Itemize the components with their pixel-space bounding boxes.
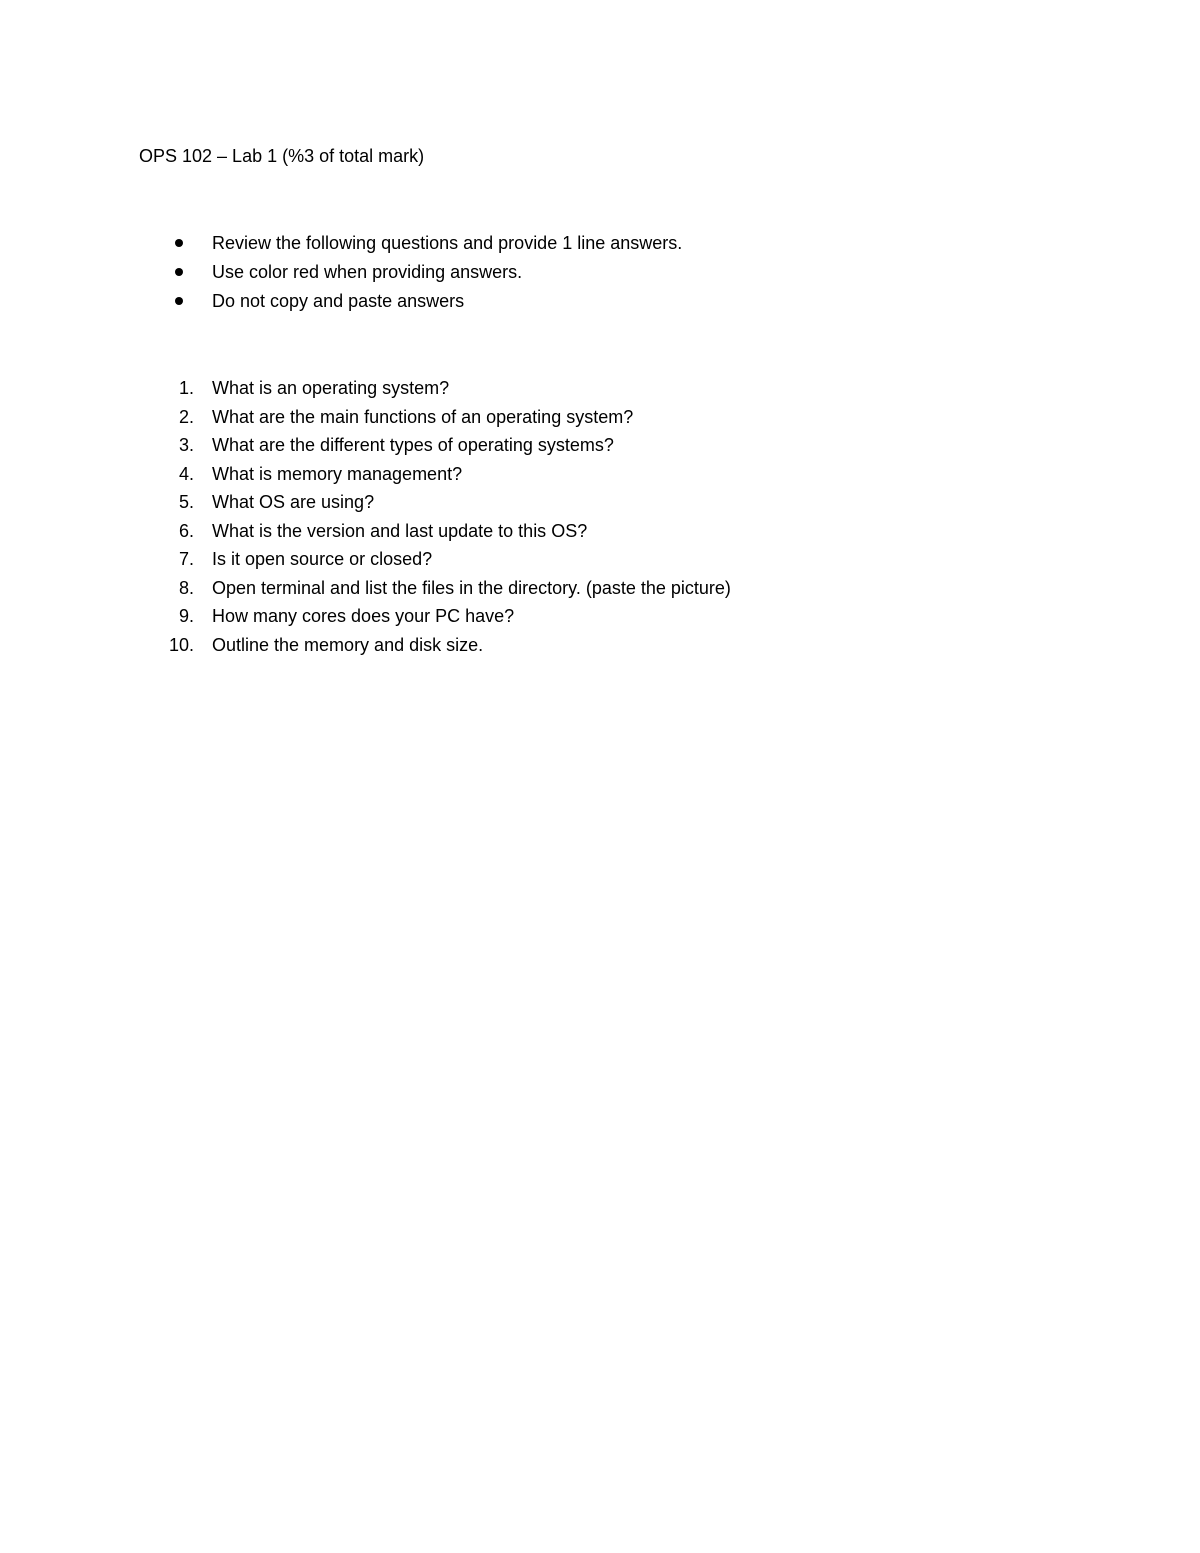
- question-number: 8.: [178, 577, 194, 598]
- instruction-text: Review the following questions and provide 1 line answers.: [212, 233, 683, 253]
- question-text: What are the different types of operating systems?: [212, 435, 614, 455]
- question-text: What is an operating system?: [212, 378, 450, 398]
- question-text: What OS are using?: [212, 492, 375, 512]
- question-text: Open terminal and list the files in the directory. (paste the picture): [212, 577, 731, 598]
- question-number: 7.: [178, 549, 194, 569]
- bullet-icon: [175, 297, 183, 305]
- question-text: Outline the memory and disk size.: [212, 634, 484, 655]
- question-text: What is memory management?: [212, 463, 463, 484]
- question-text: What is the version and last update to this OS?: [212, 520, 588, 541]
- question-number: 5.: [178, 492, 194, 512]
- question-text: What are the main functions of an operating system?: [212, 406, 634, 427]
- document-title: OPS 102 – Lab 1 (%3 of total mark): [139, 146, 425, 166]
- question-text: How many cores does your PC have?: [212, 606, 515, 626]
- question-number: 1.: [178, 378, 194, 398]
- question-number: 3.: [178, 435, 194, 455]
- question-number: 4.: [178, 463, 194, 484]
- instruction-text: Use color red when providing answers.: [212, 262, 523, 282]
- question-text: Is it open source or closed?: [212, 549, 433, 569]
- bullet-icon: [175, 268, 183, 276]
- question-number: 6.: [178, 520, 194, 541]
- question-number: 2.: [178, 406, 194, 427]
- question-number: 9.: [178, 606, 194, 626]
- bullet-icon: [175, 239, 183, 247]
- instruction-text: Do not copy and paste answers: [212, 291, 465, 311]
- question-number: 10.: [168, 634, 194, 655]
